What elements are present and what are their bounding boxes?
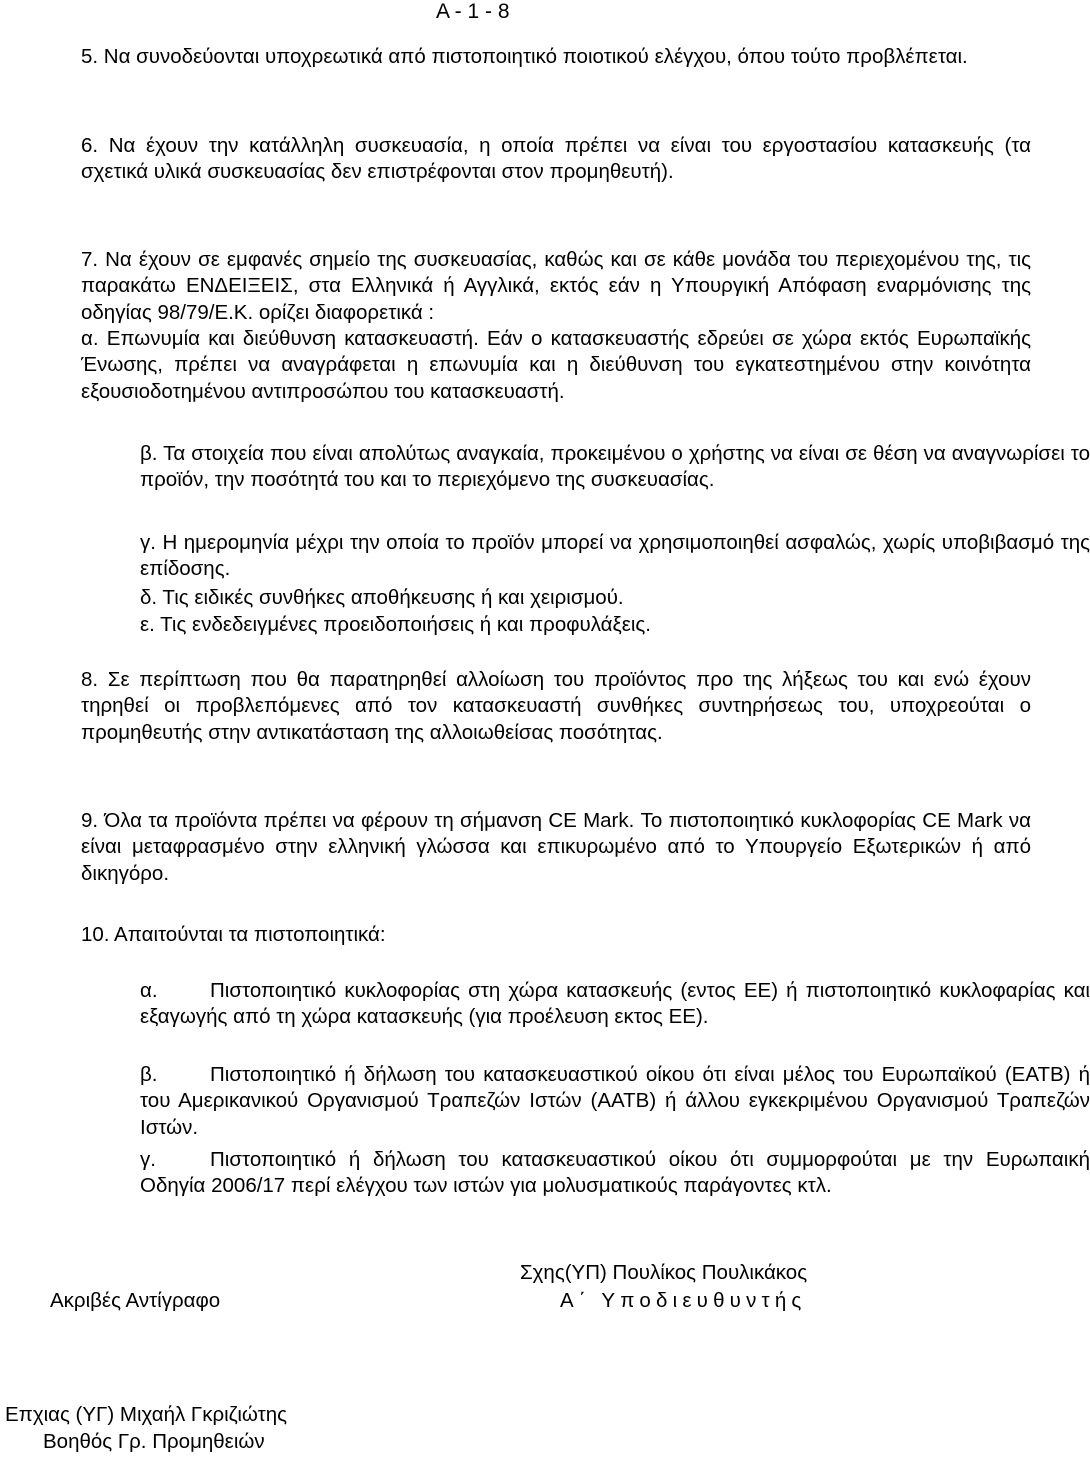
item-10: 10. Απαιτούνται τα πιστοποιητικά: (81, 923, 386, 946)
item-8: 8. Σε περίπτωση που θα παρατηρηθεί αλλοίωση του προϊόντος προ της λήξεως του και ενώ έχουν τηρηθεί οι προβλεπόμενες από τον κατασκευαστή συνθήκες συντηρήσεως του, υποχρεούται ο προμηθευτής στην αντικατάσταση της αλλοιωθείσας ποσότητας. (81, 668, 1031, 744)
item-7a: α. Επωνυμία και διεύθυνση κατασκευαστή. Εάν ο κατασκευαστής εδρεύει σε χώρα εκτός Ευρωπαϊκής Ένωσης, πρέπει να αναγράφεται η επωνυμία και η διεύθυνση του εγκατεστημένου στην κοινότητα εξουσιοδοτημένου αντιπροσώπου του κατασκευαστή. (81, 327, 1031, 403)
item-10b-label: β. (140, 1063, 158, 1086)
item-10a-text: Πιστοποιητικό κυκλοφορίας στη χώρα κατασκευής (εντος ΕΕ) ή πιστοποιητικό κυκλοφαρίας και εξαγωγής από τη χώρα κατασκευής (για προέλευση εκτος ΕΕ). (140, 979, 1090, 1029)
item-10c-text: Πιστοποιητικό ή δήλωση του κατασκευαστικού οίκου ότι συμμορφούται με την Ευρωπαική Οδηγία 2006/17 περί ελέγχου των ιστών για μολυσματικούς παράγοντες κτλ. (140, 1148, 1090, 1198)
item-7b: β. Τα στοιχεία που είναι απολύτως αναγκαία, προκειμένου ο χρήστης να είναι σε θέση να αναγνωρίσει το προϊόν, την ποσότητά του και το περιεχόμενο της συσκευασίας. (140, 442, 1090, 492)
certified-copy-label: Ακριβές Αντίγραφο (50, 1289, 221, 1312)
page-reference: Α - 1 - 8 (436, 0, 510, 23)
item-7c: γ. Η ημερομηνία μέχρι την οποία το προϊόν μπορεί να χρησιμοποιηθεί ασφαλώς, χωρίς υποβιβασμό της επίδοσης. (140, 531, 1090, 581)
item-10c (5, 1147, 1090, 1200)
signer-title: Α΄ Υποδιευθυντής (560, 1289, 807, 1312)
item-10b (5, 1062, 1090, 1141)
item-6: 6. Να έχουν την κατάλληλη συσκευασία, η οποία πρέπει να είναι του εργοστασίου κατασκευής (τα σχετικά υλικά συσκευασίας δεν επιστρέφονται στον προμηθευτή). (81, 134, 1031, 184)
item-9: 9. Όλα τα προϊόντα πρέπει να φέρουν τη σήμανση CE Mark. Το πιστοποιητικό κυκλοφορίας CE Mark να είναι μεταφρασμένο στην ελληνική γλώσσα και επικυρωμένο από το Υπουργείο Εξωτερικών ή από δικηγόρο. (81, 809, 1031, 885)
clerk-name: Επχιας (ΥΓ) Μιχαήλ Γκριζιώτης (5, 1403, 287, 1426)
signer-name: Σχης(ΥΠ) Πουλίκος Πουλικάκος (520, 1261, 808, 1284)
item-7: 7. Να έχουν σε εμφανές σημείο της συσκευασίας, καθώς και σε κάθε μονάδα του περιεχομένου της, τις παρακάτω ΕΝΔΕΙΞΕΙΣ, στα Ελληνικά ή Αγγλικά, εκτός εάν η Υπουργική Απόφαση εναρμόνισης της οδηγίας 98/79/Ε.Κ. ορίζει διαφορετικά : (81, 248, 1031, 324)
item-10a-label: α. (140, 979, 158, 1002)
item-5: 5. Να συνοδεύονται υποχρεωτικά από πιστοποιητικό ποιοτικού ελέγχου, όπου τούτο προβλέπεται. (81, 45, 968, 68)
item-10a (5, 978, 1090, 1031)
item-10c-label: γ. (140, 1148, 156, 1171)
item-7e: ε. Τις ενδεδειγμένες προειδοποιήσεις ή και προφυλάξεις. (140, 613, 651, 636)
item-7d: δ. Τις ειδικές συνθήκες αποθήκευσης ή και χειρισμού. (140, 586, 624, 609)
item-10b-text: Πιστοποιητικό ή δήλωση του κατασκευαστικού οίκου ότι είναι μέλος του Ευρωπαϊκού (ΕΑΤΒ) ή του Αμερικανικού Οργανισμού Τραπεζών Ιστών (ΑΑΤΒ) ή άλλου εγκεκριμένου Οργανισμού Τραπεζών Ιστών. (140, 1063, 1090, 1139)
clerk-title: Βοηθός Γρ. Προμηθειών (43, 1430, 265, 1453)
